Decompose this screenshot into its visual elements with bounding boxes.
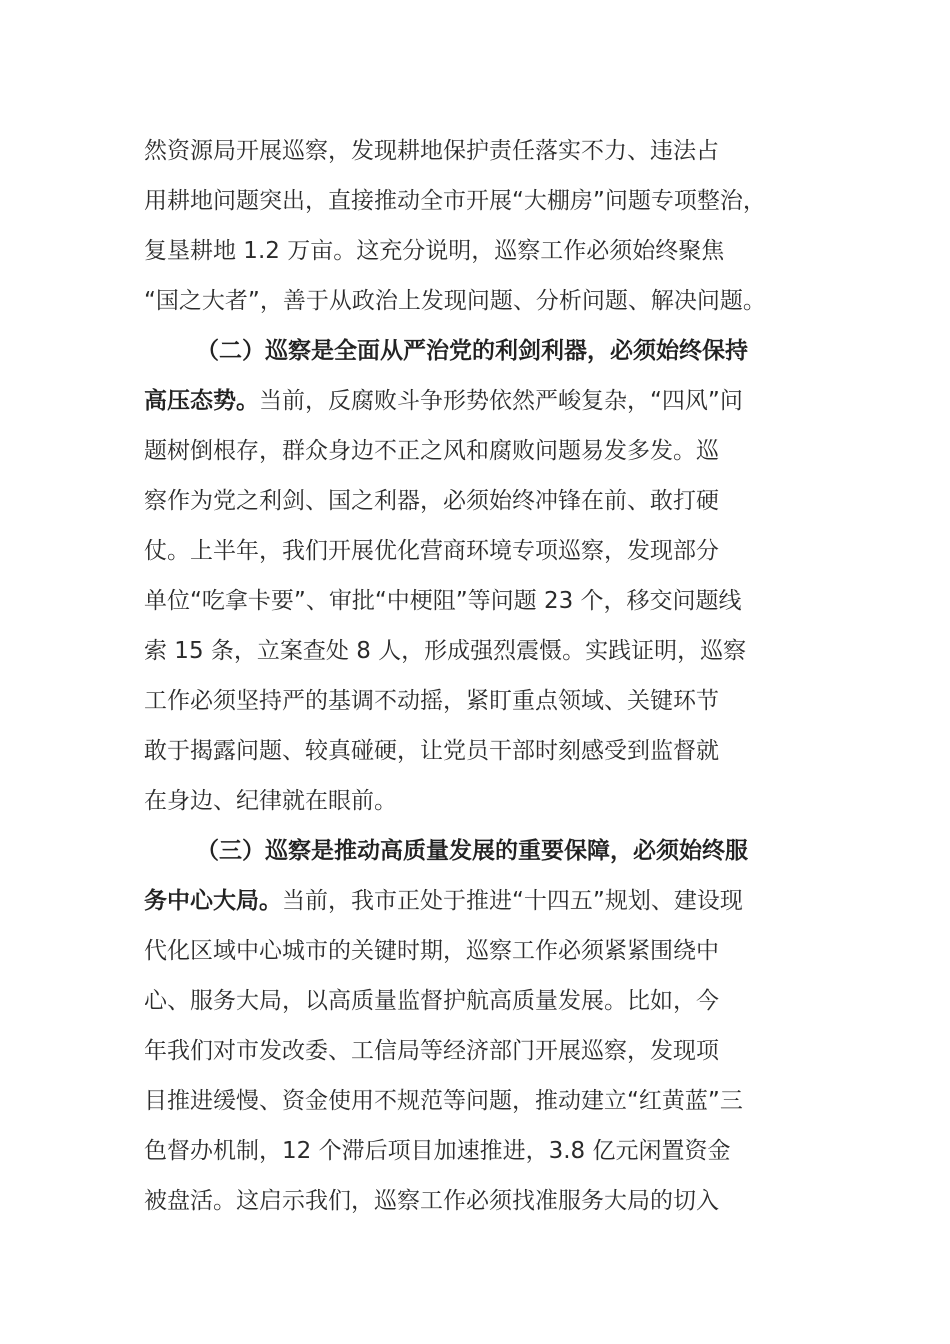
text-line: 单位“吃拿卡要”、审批“中梗阻”等问题 23 个，移交问题线 [144,588,742,614]
paragraph-1-line [144,226,808,276]
paragraph-1-line [144,176,808,226]
paragraph-3-line [144,1076,808,1126]
text-line: 当前，反腐败斗争形势依然严峻复杂，“四风”问 [259,388,743,414]
text-line: “国之大者”，善于从政治上发现问题、分析问题、解决问题。 [144,288,766,314]
paragraph-2-line [144,726,808,776]
text-line: 心、服务大局，以高质量监督护航高质量发展。比如，今 [144,988,719,1014]
document-body [144,126,808,1226]
paragraph-2-line [144,676,808,726]
paragraph-1-line [144,276,808,326]
paragraph-1-line [144,126,808,176]
text-line: 工作必须坚持严的基调不动摇，紧盯重点领域、关键环节 [144,688,719,714]
text-line: 色督办机制，12 个滞后项目加速推进，3.8 亿元闲置资金 [144,1138,731,1164]
paragraph-3-line [144,926,808,976]
text-line: 仗。上半年，我们开展优化营商环境专项巡察，发现部分 [144,538,719,564]
section-heading-end: 高压态势。 [144,388,259,414]
paragraph-2-line [144,526,808,576]
section-heading-end: 务中心大局。 [144,888,282,914]
text-line: 敢于揭露问题、较真碰硬，让党员干部时刻感受到监督就 [144,738,719,764]
text-line: 目推进缓慢、资金使用不规范等问题，推动建立“红黄蓝”三 [144,1088,743,1114]
text-line: 年我们对市发改委、工信局等经济部门开展巡察，发现项 [144,1038,719,1064]
text-line: 复垦耕地 1.2 万亩。这充分说明，巡察工作必须始终聚焦 [144,238,725,264]
section-heading: （三）巡察是推动高质量发展的重要保障，必须始终服 [196,838,748,864]
text-line: 在身边、纪律就在眼前。 [144,788,397,814]
paragraph-2-line [144,376,808,426]
paragraph-3-line [144,1126,808,1176]
text-line: 用耕地问题突出，直接推动全市开展“大棚房”问题专项整治， [144,188,766,214]
paragraph-2-line [144,626,808,676]
paragraph-3-line [144,1026,808,1076]
text-line: 题树倒根存，群众身边不正之风和腐败问题易发多发。巡 [144,438,719,464]
paragraph-2-line [144,576,808,626]
paragraph-2-heading [144,326,808,376]
paragraph-3-line [144,876,808,926]
paragraph-3-heading [144,826,808,876]
paragraph-3-line [144,1176,808,1226]
paragraph-3-line [144,976,808,1026]
text-line: 代化区域中心城市的关键时期，巡察工作必须紧紧围绕中 [144,938,719,964]
section-heading: （二）巡察是全面从严治党的利剑利器，必须始终保持 [196,338,748,364]
text-line: 被盘活。这启示我们，巡察工作必须找准服务大局的切入 [144,1188,719,1214]
text-line: 然资源局开展巡察，发现耕地保护责任落实不力、违法占 [144,138,719,164]
paragraph-2-line [144,476,808,526]
text-line: 当前，我市正处于推进“十四五”规划、建设现 [282,888,743,914]
text-line: 索 15 条，立案查处 8 人，形成强烈震慑。实践证明，巡察 [144,638,747,664]
paragraph-2-line [144,776,808,826]
text-line: 察作为党之利剑、国之利器，必须始终冲锋在前、敢打硬 [144,488,719,514]
paragraph-2-line [144,426,808,476]
